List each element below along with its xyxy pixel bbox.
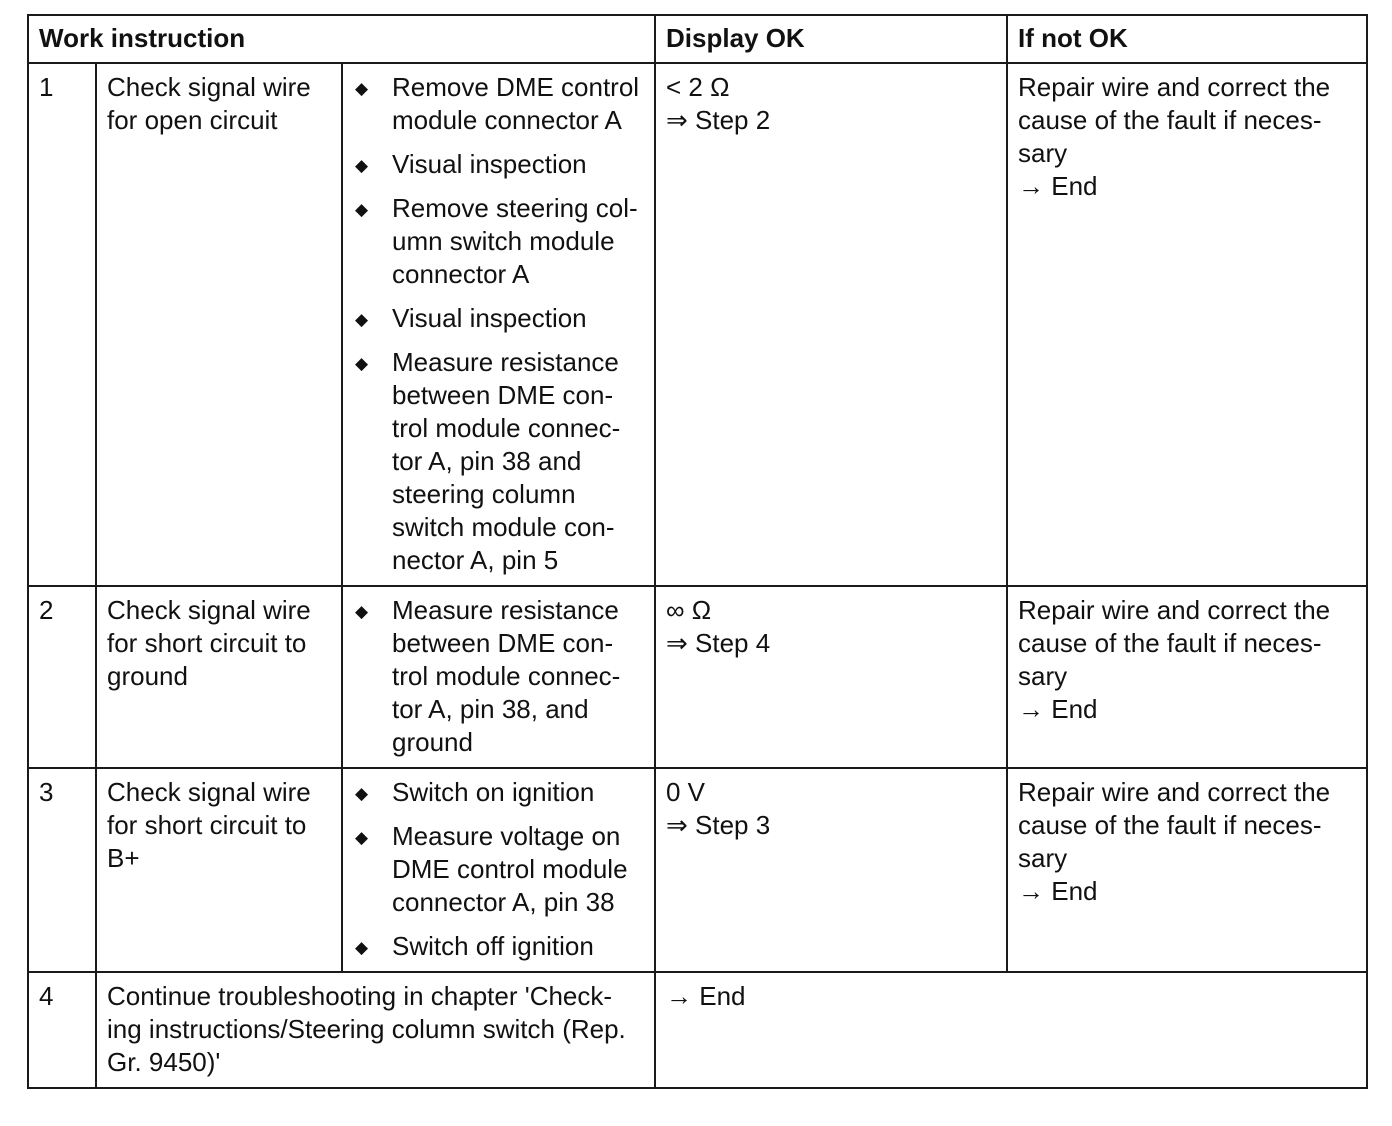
if-not-ok-cell (1007, 586, 1367, 768)
display-value: < 2 Ω (666, 72, 730, 102)
end-link[interactable]: → End (1018, 694, 1098, 724)
list-item: ◆ Visual inspection (353, 148, 644, 181)
end-link[interactable]: → End (666, 981, 746, 1011)
table-row (28, 63, 1367, 586)
diamond-bullet-icon: ◆ (355, 310, 369, 329)
diamond-bullet-icon: ◆ (355, 79, 369, 98)
step-number: 2 (28, 586, 96, 768)
action-list (353, 776, 644, 963)
action-list (353, 594, 644, 759)
continue-instruction: Continue troubleshooting in chapter 'Check-ing instructions/Steering column switch (Rep. Gr. 9450)' (96, 972, 655, 1088)
diamond-bullet-icon: ◆ (355, 602, 369, 621)
remedy-text: Repair wire and correct the cause of the fault if neces-sary (1018, 72, 1331, 168)
list-item: ◆ Remove DME control module connector A (355, 72, 640, 135)
action-list-cell (342, 586, 655, 768)
next-step-link[interactable]: ⇒ Step 3 (666, 810, 771, 840)
remedy-text: Repair wire and correct the cause of the fault if neces-sary (1018, 595, 1331, 691)
remedy-text: Repair wire and correct the cause of the fault if neces-sary (1018, 777, 1331, 873)
action-list-cell (342, 63, 655, 586)
diamond-bullet-icon: ◆ (355, 784, 369, 803)
step-number: 1 (28, 63, 96, 586)
if-not-ok-cell (1007, 63, 1367, 586)
step-number: 3 (28, 768, 96, 972)
display-value: ∞ Ω (666, 595, 712, 625)
step-number: 4 (28, 972, 96, 1088)
check-description: Check signal wire for open circuit (96, 63, 342, 586)
display-value: 0 V (666, 777, 706, 807)
action-list-cell (342, 768, 655, 972)
end-link[interactable]: → End (1018, 171, 1098, 201)
table-row (28, 972, 1367, 1088)
list-item: ◆ Measure resistance between DME con-trol module connec-tor A, pin 38, and ground (355, 595, 621, 757)
list-item: ◆ Visual inspection (353, 302, 644, 335)
diamond-bullet-icon: ◆ (355, 354, 369, 373)
list-item: ◆ Remove steering col-umn switch module connector A (355, 193, 638, 289)
table-header-row (28, 15, 1367, 63)
header-if-not-ok: If not OK (1007, 15, 1367, 63)
diamond-bullet-icon: ◆ (355, 200, 369, 219)
diamond-bullet-icon: ◆ (355, 156, 369, 175)
check-description: Check signal wire for short circuit to B+ (96, 768, 342, 972)
diamond-bullet-icon: ◆ (355, 938, 369, 957)
list-item: ◆ Switch off ignition (353, 930, 644, 963)
list-item: ◆ Switch on ignition (353, 776, 644, 809)
display-ok-cell (655, 768, 1007, 972)
list-item: ◆ Measure voltage on DME control module connector A, pin 38 (355, 821, 628, 917)
end-link[interactable]: → End (1018, 876, 1098, 906)
table-row (28, 586, 1367, 768)
display-ok-cell (655, 63, 1007, 586)
display-ok-cell (655, 586, 1007, 768)
display-ok-cell (655, 972, 1367, 1088)
if-not-ok-cell (1007, 768, 1367, 972)
header-display-ok: Display OK (655, 15, 1007, 63)
list-item: ◆ Measure resistance between DME con-trol module connec-tor A, pin 38 and steering column switch module con-nector A, pin 5 (355, 347, 621, 575)
check-description: Check signal wire for short circuit to ground (96, 586, 342, 768)
action-list (353, 71, 644, 577)
diamond-bullet-icon: ◆ (355, 828, 369, 847)
next-step-link[interactable]: ⇒ Step 4 (666, 628, 771, 658)
next-step-link[interactable]: ⇒ Step 2 (666, 105, 771, 135)
table-row (28, 768, 1367, 972)
header-work-instruction: Work instruction (28, 15, 655, 63)
work-instruction-table (27, 14, 1368, 1089)
